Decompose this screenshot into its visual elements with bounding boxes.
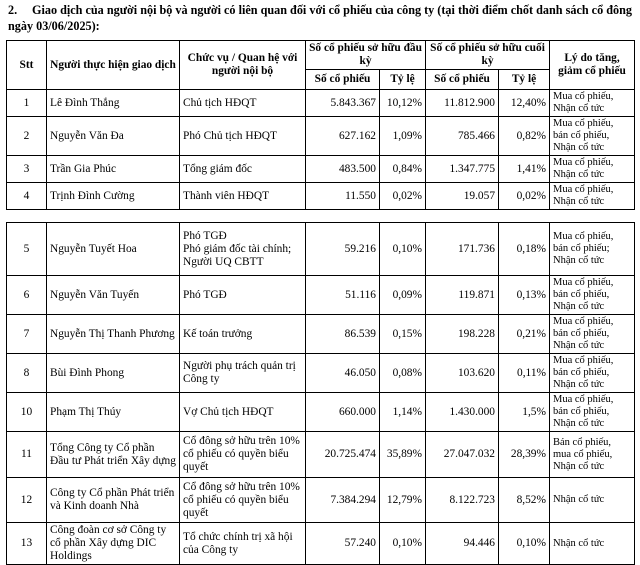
cell-person: Bùi Đình Phong xyxy=(47,354,180,393)
cell-stt: 13 xyxy=(7,523,47,565)
table-row xyxy=(7,354,635,393)
cell-begin-shares: 57.240 xyxy=(306,523,380,565)
cell-reason: Mua cổ phiếu, Nhận cổ tức xyxy=(550,183,635,210)
cell-person: Trần Gia Phúc xyxy=(47,156,180,183)
cell-end-ratio: 0,82% xyxy=(499,117,550,156)
cell-end-ratio: 0,21% xyxy=(499,315,550,354)
cell-end-shares: 27.047.032 xyxy=(426,432,499,478)
cell-end-shares: 8.122.723 xyxy=(426,478,499,523)
table-row xyxy=(7,117,635,156)
cell-reason: Mua cổ phiếu, bán cổ phiếu, Nhận cổ tức xyxy=(550,315,635,354)
cell-stt: 10 xyxy=(7,393,47,432)
cell-position: Cổ đông sở hữu trên 10% cổ phiếu có quyền biểu quyết xyxy=(180,478,306,523)
cell-person: Lê Đình Thắng xyxy=(47,90,180,117)
cell-begin-shares: 660.000 xyxy=(306,393,380,432)
cell-end-shares: 785.466 xyxy=(426,117,499,156)
cell-stt: 4 xyxy=(7,183,47,210)
cell-begin-ratio: 0,10% xyxy=(380,523,426,565)
table-row xyxy=(7,523,635,565)
cell-stt: 8 xyxy=(7,354,47,393)
header-position: Chức vụ / Quan hệ với người nội bộ xyxy=(180,41,306,90)
cell-person: Tổng Công ty Cổ phần Đầu tư Phát triển Xây dựng xyxy=(47,432,180,478)
cell-position: Phó TGĐ Phó giám đốc tài chính; Người UQ CBTT xyxy=(180,223,306,276)
cell-begin-shares: 46.050 xyxy=(306,354,380,393)
header-begin-group: Số cổ phiếu sở hữu đầu kỳ xyxy=(306,41,426,70)
cell-reason: Nhận cổ tức xyxy=(550,478,635,523)
cell-end-ratio: 28,39% xyxy=(499,432,550,478)
cell-reason: Mua cổ phiếu, bán cổ phiếu, Nhận cổ tức xyxy=(550,117,635,156)
cell-stt: 12 xyxy=(7,478,47,523)
header-end-shares: Số cổ phiếu xyxy=(426,70,499,90)
table-row xyxy=(7,432,635,478)
cell-begin-shares: 5.843.367 xyxy=(306,90,380,117)
cell-person: Nguyễn Thị Thanh Phương xyxy=(47,315,180,354)
cell-begin-ratio: 0,15% xyxy=(380,315,426,354)
cell-end-shares: 171.736 xyxy=(426,223,499,276)
cell-position: Kế toán trưởng xyxy=(180,315,306,354)
cell-stt: 5 xyxy=(7,223,47,276)
cell-begin-ratio: 0,08% xyxy=(380,354,426,393)
cell-stt: 3 xyxy=(7,156,47,183)
cell-stt: 6 xyxy=(7,276,47,315)
cell-end-shares: 19.057 xyxy=(426,183,499,210)
cell-position: Thành viên HĐQT xyxy=(180,183,306,210)
cell-begin-ratio: 1,14% xyxy=(380,393,426,432)
cell-begin-ratio: 35,89% xyxy=(380,432,426,478)
cell-stt: 2 xyxy=(7,117,47,156)
cell-stt: 11 xyxy=(7,432,47,478)
cell-begin-shares: 11.550 xyxy=(306,183,380,210)
insider-transactions-table-continued xyxy=(6,222,635,565)
cell-end-ratio: 12,40% xyxy=(499,90,550,117)
cell-end-ratio: 0,18% xyxy=(499,223,550,276)
cell-begin-ratio: 0,84% xyxy=(380,156,426,183)
cell-reason: Mua cổ phiếu, bán cổ phiếu, Nhận cổ tức xyxy=(550,276,635,315)
cell-person: Nguyễn Văn Tuyến xyxy=(47,276,180,315)
cell-begin-ratio: 10,12% xyxy=(380,90,426,117)
cell-begin-shares: 627.162 xyxy=(306,117,380,156)
cell-reason: Mua cổ phiếu, Nhận cổ tức xyxy=(550,90,635,117)
header-person: Người thực hiện giao dịch xyxy=(47,41,180,90)
cell-position: Phó Chủ tịch HĐQT xyxy=(180,117,306,156)
cell-reason: Mua cổ phiếu, bán cổ phiếu, Nhận cổ tức xyxy=(550,354,635,393)
cell-person: Công ty Cổ phần Phát triển và Kinh doanh Nhà xyxy=(47,478,180,523)
section-number: 2. xyxy=(8,3,18,17)
cell-position: Phó TGĐ xyxy=(180,276,306,315)
cell-end-ratio: 0,10% xyxy=(499,523,550,565)
cell-end-shares: 119.871 xyxy=(426,276,499,315)
section-title: Giao dịch của người nội bộ và người có liên quan đối với cổ phiếu của công ty (tại thời điểm chốt danh sách cổ đông ngày 03/06/2025): xyxy=(8,3,632,33)
table-row xyxy=(7,156,635,183)
table-row xyxy=(7,478,635,523)
cell-position: Cổ đông sở hữu trên 10% cổ phiếu có quyền biểu quyết xyxy=(180,432,306,478)
cell-position: Tổng giám đốc xyxy=(180,156,306,183)
cell-end-ratio: 8,52% xyxy=(499,478,550,523)
cell-position: Chủ tịch HĐQT xyxy=(180,90,306,117)
cell-person: Nguyễn Văn Đa xyxy=(47,117,180,156)
cell-end-ratio: 1,5% xyxy=(499,393,550,432)
cell-begin-shares: 483.500 xyxy=(306,156,380,183)
cell-person: Phạm Thị Thúy xyxy=(47,393,180,432)
cell-reason: Mua cổ phiếu, bán cổ phiếu; Nhận cổ tức xyxy=(550,223,635,276)
cell-begin-ratio: 0,02% xyxy=(380,183,426,210)
cell-reason: Mua cổ phiếu, bán cổ phiếu, Nhận cổ tức xyxy=(550,393,635,432)
header-begin-shares: Số cổ phiếu xyxy=(306,70,380,90)
table-row xyxy=(7,315,635,354)
cell-position: Tổ chức chính trị xã hội của Công ty xyxy=(180,523,306,565)
cell-person: Trịnh Đình Cường xyxy=(47,183,180,210)
cell-begin-shares: 20.725.474 xyxy=(306,432,380,478)
header-end-group: Số cổ phiếu sở hữu cuối kỳ xyxy=(426,41,550,70)
header-stt: Stt xyxy=(7,41,47,90)
cell-end-ratio: 0,13% xyxy=(499,276,550,315)
cell-begin-ratio: 1,09% xyxy=(380,117,426,156)
cell-stt: 1 xyxy=(7,90,47,117)
cell-end-ratio: 1,41% xyxy=(499,156,550,183)
cell-end-shares: 1.430.000 xyxy=(426,393,499,432)
cell-begin-shares: 86.539 xyxy=(306,315,380,354)
cell-begin-shares: 51.116 xyxy=(306,276,380,315)
cell-end-shares: 1.347.775 xyxy=(426,156,499,183)
cell-begin-ratio: 0,09% xyxy=(380,276,426,315)
cell-person: Công đoàn cơ sở Công ty cổ phần Xây dựng DIC Holdings xyxy=(47,523,180,565)
cell-begin-shares: 59.216 xyxy=(306,223,380,276)
section-heading xyxy=(8,2,634,34)
table-row xyxy=(7,183,635,210)
cell-person: Nguyễn Tuyết Hoa xyxy=(47,223,180,276)
table-row xyxy=(7,90,635,117)
header-reason: Lý do tăng, giảm cổ phiếu xyxy=(550,41,635,90)
header-begin-ratio: Tỷ lệ xyxy=(380,70,426,90)
cell-begin-ratio: 0,10% xyxy=(380,223,426,276)
cell-position: Người phụ trách quản trị Công ty xyxy=(180,354,306,393)
table-row xyxy=(7,393,635,432)
cell-begin-ratio: 12,79% xyxy=(380,478,426,523)
table-row xyxy=(7,276,635,315)
cell-end-shares: 94.446 xyxy=(426,523,499,565)
cell-begin-shares: 7.384.294 xyxy=(306,478,380,523)
cell-reason: Mua cổ phiếu, Nhận cổ tức xyxy=(550,156,635,183)
table-row xyxy=(7,223,635,276)
cell-reason: Bán cổ phiếu, mua cổ phiếu, Nhận cổ tức xyxy=(550,432,635,478)
cell-position: Vợ Chủ tịch HĐQT xyxy=(180,393,306,432)
cell-end-shares: 103.620 xyxy=(426,354,499,393)
cell-end-shares: 198.228 xyxy=(426,315,499,354)
cell-stt: 7 xyxy=(7,315,47,354)
cell-end-ratio: 0,02% xyxy=(499,183,550,210)
cell-end-shares: 11.812.900 xyxy=(426,90,499,117)
cell-end-ratio: 0,11% xyxy=(499,354,550,393)
header-end-ratio: Tỷ lệ xyxy=(499,70,550,90)
cell-reason: Nhận cổ tức xyxy=(550,523,635,565)
insider-transactions-table xyxy=(6,40,635,210)
